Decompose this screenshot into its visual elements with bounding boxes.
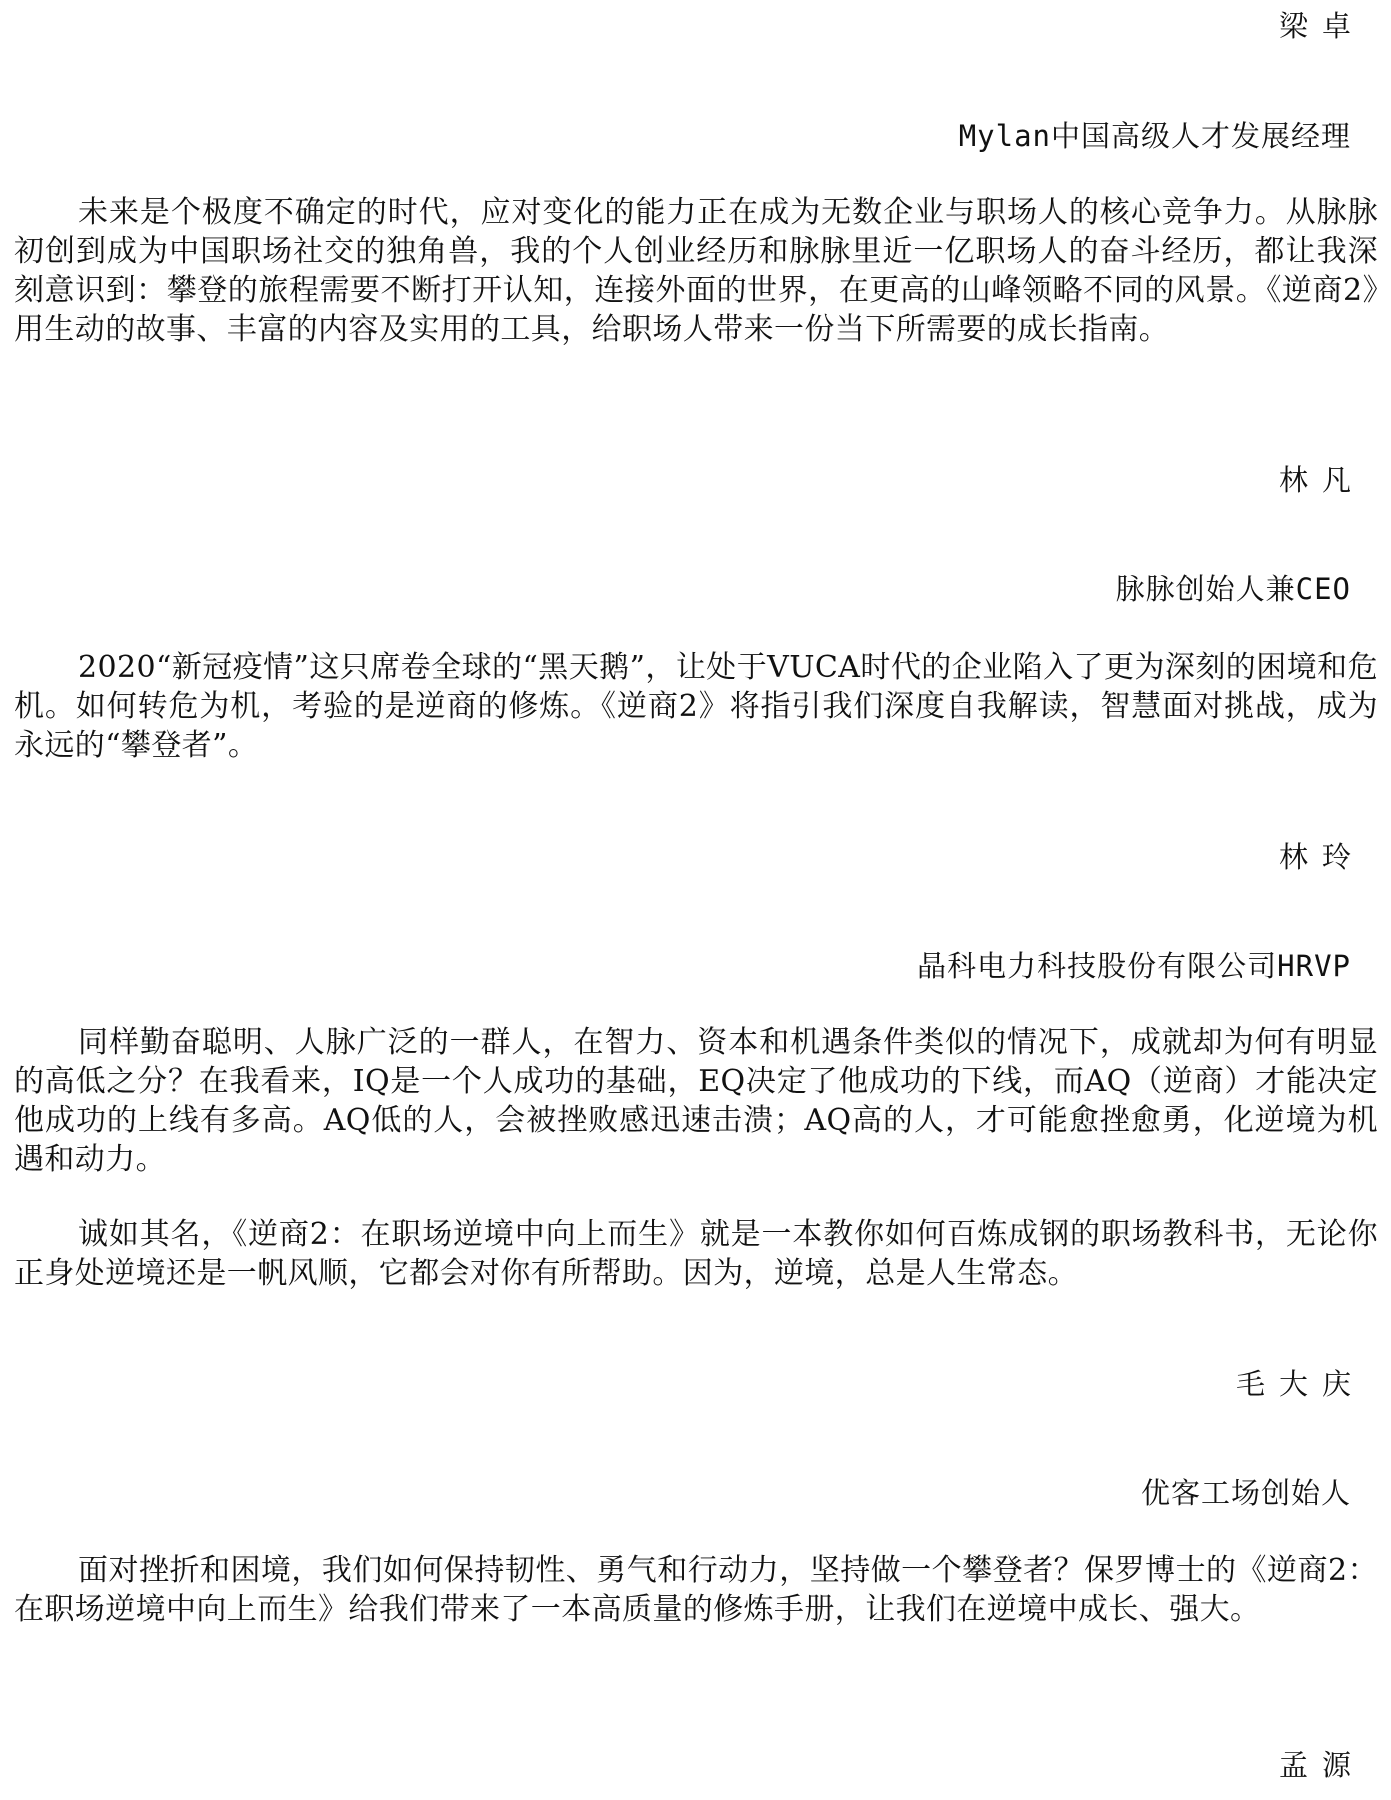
endorser-title: 脉脉创始人兼CEO	[1115, 572, 1351, 606]
endorser-name: 梁卓	[1278, 9, 1365, 43]
endorsement-paragraph: 面对挫折和困境，我们如何保持韧性、勇气和行动力，坚持做一个攀登者？保罗博士的《逆商2：在职场逆境中向上而生》给我们带来了一本高质量的修炼手册，让我们在逆境中成长、强大。	[14, 1553, 1378, 1627]
endorser-title: 优客工场创始人	[1140, 1476, 1351, 1510]
endorsement-paragraph: 2020“新冠疫情”这只席卷全球的“黑天鹅”，让处于VUCA时代的企业陷入了更为深刻的困境和危机。如何转危为机，考验的是逆商的修炼。《逆商2》将指引我们深度自我解读，智慧面对挑战，成为永远的“攀登者”。	[14, 650, 1378, 763]
endorsement-paragraph: 未来是个极度不确定的时代，应对变化的能力正在成为无数企业与职场人的核心竞争力。从脉脉初创到成为中国职场社交的独角兽，我的个人创业经历和脉脉里近一亿职场人的奋斗经历，都让我深刻意识到：攀登的旅程需要不断打开认知，连接外面的世界，在更高的山峰领略不同的风景。《逆商2》用生动的故事、丰富的内容及实用的工具，给职场人带来一份当下所需要的成长指南。	[14, 195, 1378, 347]
endorser-name: 林玲	[1278, 840, 1365, 874]
endorser-name: 林凡	[1278, 463, 1365, 497]
endorser-title: Mylan中国高级人才发展经理	[958, 119, 1351, 153]
endorsement-paragraph: 同样勤奋聪明、人脉广泛的一群人，在智力、资本和机遇条件类似的情况下，成就却为何有明显的高低之分？在我看来，IQ是一个人成功的基础，EQ决定了他成功的下线，而AQ（逆商）才能决定他成功的上线有多高。AQ低的人，会被挫败感迅速击溃；AQ高的人，才可能愈挫愈勇，化逆境为机遇和动力。	[14, 1025, 1378, 1177]
endorser-title: 晶科电力科技股份有限公司HRVP	[917, 949, 1351, 983]
endorser-name: 孟源	[1278, 1748, 1365, 1782]
endorser-name: 毛大庆	[1235, 1367, 1365, 1401]
endorsement-paragraph: 诚如其名，《逆商2：在职场逆境中向上而生》就是一本教你如何百炼成钢的职场教科书，无论你正身处逆境还是一帆风顺，它都会对你有所帮助。因为，逆境，总是人生常态。	[14, 1217, 1378, 1291]
